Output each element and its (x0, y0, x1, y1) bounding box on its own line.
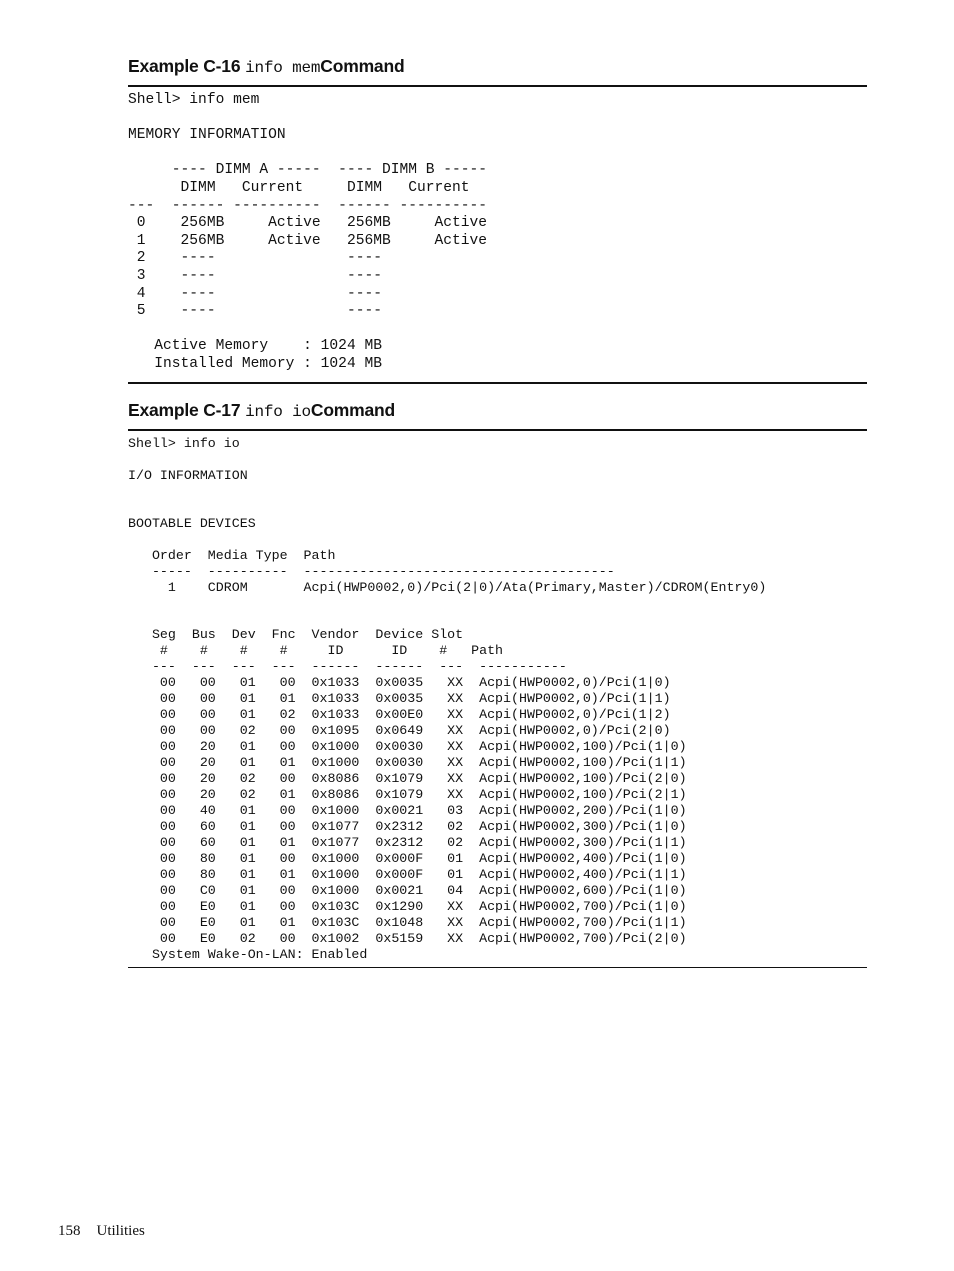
info-io-output: Shell> info io I/O INFORMATION BOOTABLE DEVICES Order Media Type Path ----- ---------- --------------------------------------- 1 CDROM Acpi(HWP0002,0)/Pci(2|0)/Ata(Primary,Master)/CDROM(Entry0) Seg Bus Dev Fnc Vendor Device Slot # # # # ID ID # Path --- --- --- --- ------ ------ --- ----------- 00 00 01 00 0x1033 0x0035 XX Acpi(HWP0002,0)/Pci(1|0) 00 00 01 01 0x1033 0x0035 XX Acpi(HWP0002,0)/Pci(1|1) 00 00 01 02 0x1033 0x00E0 XX Acpi(HWP0002,0)/Pci(1|2) 00 00 02 00 0x1095 0x0649 XX Acpi(HWP0002,0)/Pci(2|0) 00 20 01 00 0x1000 0x0030 XX Acpi(HWP0002,100)/Pci(1|0) 00 20 01 01 0x1000 0x0030 XX Acpi(HWP0002,100)/Pci(1|1) 00 20 02 00 0x8086 0x1079 XX Acpi(HWP0002,100)/Pci(2|0) 00 20 02 01 0x8086 0x1079 XX Acpi(HWP0002,100)/Pci(2|1) 00 40 01 00 0x1000 0x0021 03 Acpi(HWP0002,200)/Pci(1|0) 00 60 01 00 0x1077 0x2312 02 Acpi(HWP0002,300)/Pci(1|0) 00 60 01 01 0x1077 0x2312 02 Acpi(HWP0002,300)/Pci(1|1) 00 80 01 00 0x1000 0x000F 01 Acpi(HWP0002,400)/Pci(1|0) 00 80 01 01 0x1000 0x000F 01 Acpi(HWP0002,400)/Pci(1|1) 00 C0 01 00 0x1000 0x0021 04 Acpi(HWP0002,600)/Pci(1|0) 00 E0 01 00 0x103C 0x1290 XX Acpi(HWP0002,700)/Pci(1|0) 00 E0 01 01 0x103C 0x1048 XX Acpi(HWP0002,700)/Pci(1|1) 00 E0 02 00 0x1002 0x5159 XX Acpi(HWP0002,700)/Pci(2|0) System Wake-On-LAN: Enabled (128, 436, 767, 962)
example-c17-heading (128, 399, 395, 423)
example-c16-heading (128, 55, 404, 79)
example-c17-label: Example C-17 (128, 400, 241, 420)
example-c16-bottom-rule (128, 382, 867, 384)
example-c16-top-rule (128, 85, 867, 87)
example-c17-command: info io (245, 403, 311, 421)
info-mem-output: Shell> info mem MEMORY INFORMATION ---- DIMM A ----- ---- DIMM B ----- DIMM Current DIMM Current --- ------ ---------- ------ ---------- 0 256MB Active 256MB Active 1 256MB Active 256MB Active 2 ---- ---- 3 ---- ---- 4 ---- ---- 5 ---- ---- Active Memory : 1024 MB Installed Memory : 1024 MB (128, 92, 488, 372)
footer-section: Utilities (96, 1223, 145, 1239)
example-c16-suffix: Command (320, 56, 405, 76)
example-c17-bottom-rule (128, 967, 867, 968)
example-c17-top-rule (128, 429, 867, 431)
example-c16-command: info mem (245, 59, 321, 77)
page-footer (58, 1222, 145, 1240)
page-number: 158 (58, 1223, 81, 1239)
example-c17-suffix: Command (310, 400, 396, 420)
example-c16-label: Example C-16 (128, 56, 241, 76)
